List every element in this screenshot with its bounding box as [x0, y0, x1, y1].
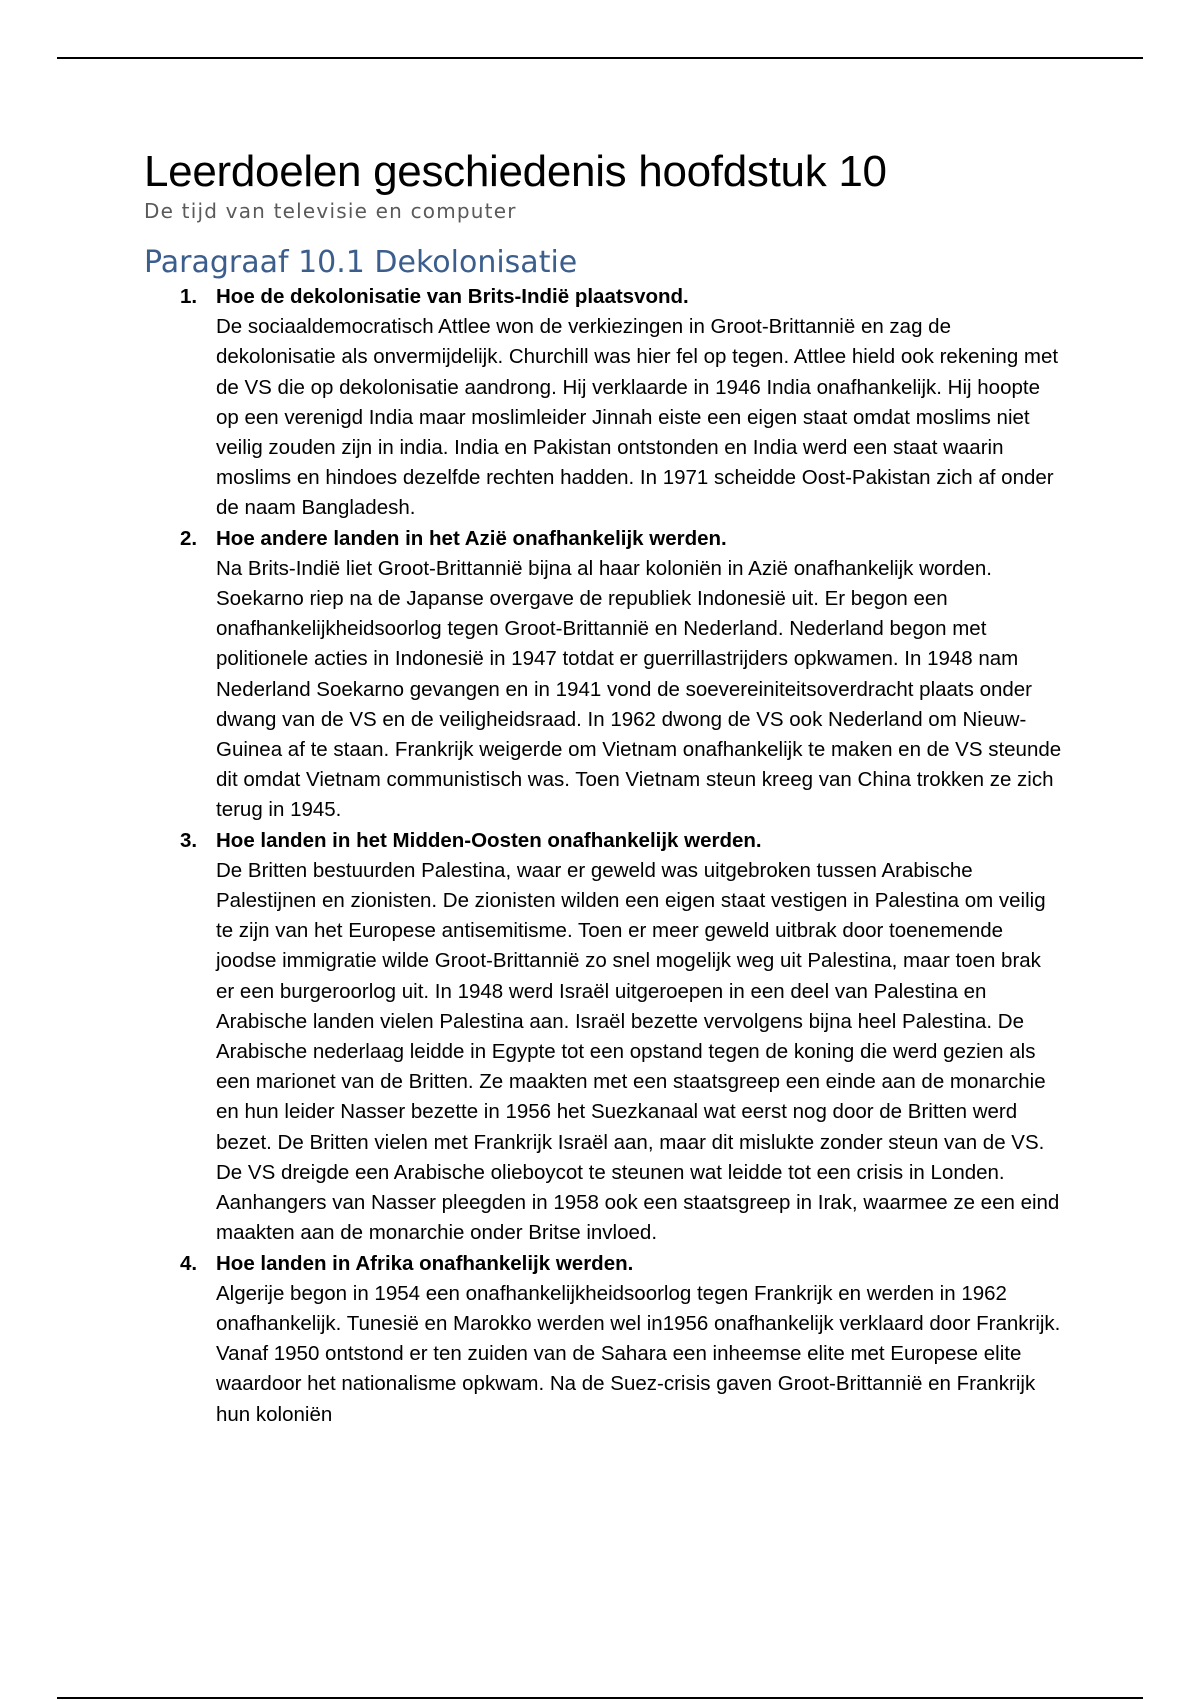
document-subtitle: De tijd van televisie en computer: [144, 199, 517, 223]
item-number: 4.: [180, 1251, 198, 1275]
item-answer: De sociaaldemocratisch Attlee won de verkiezingen in Groot-Brittannië en zag de dekolonisatie als onvermijdelijk. Churchill was hier fel op tegen. Attlee hield ook rekening met de VS die op dekolonisatie aandrong. Hij verklaarde in 1946 India onafhankelijk. Hij hoopte op een verenigd India maar moslimleider Jinnah eiste een eigen staat omdat moslims niet veilig zouden zijn in india. India en Pakistan ontstonden en India werd een staat waarin moslims en hindoes dezelfde rechten hadden. In 1971 scheidde Oost-Pakistan zich af onder de naam Bangladesh.: [216, 315, 1059, 520]
list-item: [144, 1249, 1064, 1430]
top-page-rule: [57, 57, 1143, 59]
item-question: Hoe landen in het Midden-Oosten onafhankelijk werden.: [216, 828, 762, 852]
learning-goals-list: [144, 282, 1064, 1430]
item-number: 3.: [180, 828, 198, 852]
item-answer: De Britten bestuurden Palestina, waar er geweld was uitgebroken tussen Arabische Palestijnen en zionisten. De zionisten wilden een eigen staat vestigen in Palestina om veilig te zijn van het Europese antisemitisme. Toen er meer geweld uitbrak door toenemende joodse immigratie wilde Groot-Brittannië zo snel mogelijk weg uit Palestina, maar toen brak er een burgeroorlog uit. In 1948 werd Israël uitgeroepen in een deel van Palestina en Arabische landen vielen Palestina aan. Israël bezette vervolgens bijna heel Palestina. De Arabische nederlaag leidde in Egypte tot een opstand tegen de koning die werd gezien als een marionet van de Britten. Ze maakten met een staatsgreep een einde aan de monarchie en hun leider Nasser bezette in 1956 het Suezkanaal wat eerst nog door de Britten werd bezet. De Britten vielen met Frankrijk Israël aan, maar dit mislukte zonder steun van de VS. De VS dreigde een Arabische olieboycot te steunen wat leidde tot een crisis in Londen. Aanhangers van Nasser pleegden in 1958 ook een staatsgreep in Irak, waarmee ze een eind maakten aan de monarchie onder Britse invloed.: [216, 858, 1060, 1245]
document-title: Leerdoelen geschiedenis hoofdstuk 10: [144, 147, 887, 196]
item-answer: Algerije begon in 1954 een onafhankelijkheidsoorlog tegen Frankrijk en werden in 1962 onafhankelijk. Tunesië en Marokko werden wel in1956 onafhankelijk verklaard door Frankrijk. Vanaf 1950 ontstond er ten zuiden van de Sahara een inheemse elite met Europese elite waardoor het nationalisme opkwam. Na de Suez-crisis gaven Groot-Brittannië en Frankrijk hun koloniën: [216, 1281, 1061, 1426]
list-item: [144, 282, 1064, 524]
list-item: [144, 524, 1064, 826]
bottom-page-rule: [57, 1697, 1143, 1699]
section-heading: Paragraaf 10.1 Dekolonisatie: [144, 245, 578, 280]
item-answer: Na Brits-Indië liet Groot-Brittannië bijna al haar koloniën in Azië onafhankelijk worden. Soekarno riep na de Japanse overgave de republiek Indonesië uit. Er begon een onafhankelijkheidsoorlog tegen Groot-Brittannië en Nederland. Nederland begon met politionele acties in Indonesië in 1947 totdat er guerrillastrijders opkwamen. In 1948 nam Nederland Soekarno gevangen en in 1941 vond de soevereiniteitsoverdracht plaats onder dwang van de VS en de veiligheidsraad. In 1962 dwong de VS ook Nederland om Nieuw-Guinea af te staan. Frankrijk weigerde om Vietnam onafhankelijk te maken en de VS steunde dit omdat Vietnam communistisch was. Toen Vietnam steun kreeg van China trokken ze zich terug in 1945.: [216, 556, 1062, 822]
item-number: 1.: [180, 285, 198, 308]
item-question: Hoe de dekolonisatie van Brits-Indië plaatsvond.: [216, 285, 689, 308]
item-question: Hoe landen in Afrika onafhankelijk werden.: [216, 1251, 634, 1275]
item-question: Hoe andere landen in het Azië onafhankelijk werden.: [216, 526, 727, 550]
document-body: [144, 146, 1064, 1430]
list-item: [144, 826, 1064, 1249]
item-number: 2.: [180, 526, 198, 550]
